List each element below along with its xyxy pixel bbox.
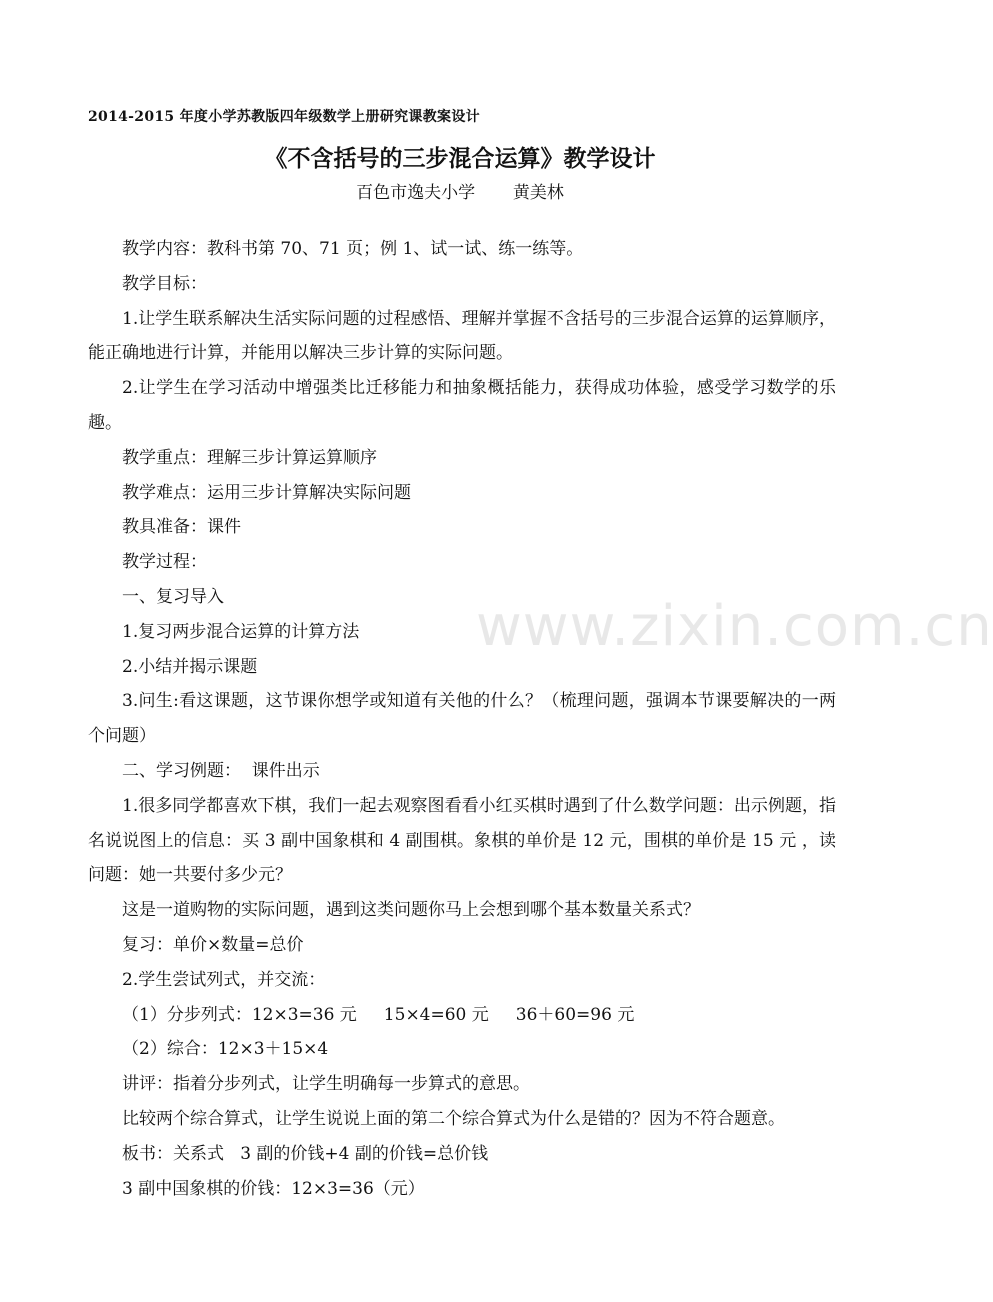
paragraph: 一、复习导入	[122, 586, 224, 607]
paragraph: 二、学习例题： 课件出示	[122, 760, 320, 781]
paragraph: 1.复习两步混合运算的计算方法	[122, 621, 360, 642]
body-text	[88, 232, 836, 1206]
paragraph: 教学难点：运用三步计算解决实际问题	[122, 482, 411, 503]
paragraph: 1.让学生联系解决生活实际问题的过程感悟、理解并掌握不含括号的三步混合运算的运算顺序，能正确地进行计算，并能用以解决三步计算的实际问题。	[88, 308, 836, 364]
author-line: 百色市逸夫小学 黄美林	[356, 183, 564, 203]
paragraph: 2.小结并揭示课题	[122, 656, 258, 677]
paragraph: 讲评：指着分步列式，让学生明确每一步算式的意思。	[122, 1074, 530, 1095]
paragraph: 教学过程：	[122, 552, 207, 573]
document-title: 《不含括号的三步混合运算》教学设计	[264, 146, 656, 172]
paragraph: 2.让学生在学习活动中增强类比迁移能力和抽象概括能力，获得成功体验，感受学习数学的乐趣。	[88, 378, 836, 433]
paragraph: 复习：单价×数量=总价	[122, 934, 304, 955]
paragraph: 这是一道购物的实际问题，遇到这类问题你马上会想到哪个基本数量关系式？	[122, 900, 700, 921]
paragraph: 3 副中国象棋的价钱：12×3=36（元）	[122, 1178, 425, 1199]
paragraph: 1.很多同学都喜欢下棋，我们一起去观察图看看小红买棋时遇到了什么数学问题：出示例题，指名说说图上的信息：买 3 副中国象棋和 4 副围棋。象棋的单价是 12 元，围棋的单价是 15 元 ，读问题：她一共要付多少元？	[88, 795, 836, 886]
paragraph: 板书：关系式 3 副的价钱+4 副的价钱=总价钱	[122, 1143, 489, 1164]
paragraph: （2）综合：12×3＋15×4	[122, 1039, 329, 1060]
paragraph: （1）分步列式：12×3=36 元 15×4=60 元 36＋60=96 元	[122, 1004, 635, 1025]
paragraph: 教学重点：理解三步计算运算顺序	[122, 447, 377, 468]
paragraph: 2.学生尝试列式，并交流：	[122, 969, 326, 990]
paragraph: 教学内容：教科书第 70、71 页；例 1、试一试、练一练等。	[122, 239, 584, 259]
watermark: www.zixin.com.cn	[476, 594, 993, 659]
header-line: 2014-2015 年度小学苏教版四年级数学上册研究课教案设计	[88, 109, 480, 125]
paragraph: 教具准备：课件	[122, 517, 241, 538]
paragraph: 比较两个综合算式，让学生说说上面的第二个综合算式为什么是错的？因为不符合题意。	[122, 1108, 785, 1129]
paragraph: 教学目标：	[122, 273, 207, 294]
paragraph: 3.问生:看这课题，这节课你想学或知道有关他的什么？（梳理问题，强调本节课要解决的一两个问题）	[88, 691, 836, 747]
